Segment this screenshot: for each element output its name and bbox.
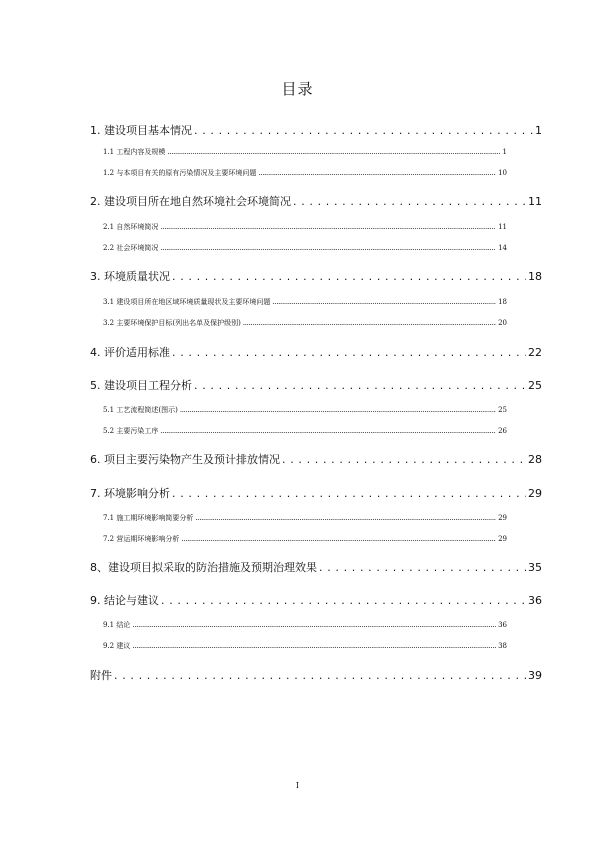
- toc-section-entry[interactable]: [103, 222, 507, 232]
- toc-chapter-entry[interactable]: [90, 559, 542, 575]
- toc-page-number: 14: [498, 244, 507, 252]
- toc-page-number: 25: [498, 406, 507, 414]
- toc-page-number: 18: [528, 270, 542, 283]
- toc-chapter-entry[interactable]: [90, 485, 542, 501]
- toc-entry-title: 附件: [90, 669, 112, 682]
- toc-chapter-entry[interactable]: [90, 268, 542, 284]
- toc-page-number: 38: [498, 642, 507, 650]
- toc-dot-leader: [282, 453, 526, 466]
- toc-dot-leader: [194, 379, 526, 392]
- toc-entry-title: 7. 环境影响分析: [90, 487, 170, 500]
- toc-section-entry[interactable]: [103, 641, 507, 651]
- toc-entry-title: 1. 建设项目基本情况: [90, 124, 192, 137]
- toc-entry-title: 7.2 营运期环境影响分析: [103, 535, 180, 543]
- toc-section-entry[interactable]: [103, 620, 507, 630]
- toc-entry-title: 6. 项目主要污染物产生及预计排放情况: [90, 453, 280, 466]
- toc-dot-leader: [181, 535, 496, 543]
- toc-page-number: 36: [498, 621, 507, 629]
- page-title: 目录: [281, 80, 314, 98]
- toc-page-number: 18: [498, 298, 507, 306]
- toc-page-number: 36: [528, 594, 542, 607]
- toc-chapter-entry[interactable]: [90, 344, 542, 360]
- toc-chapter-entry[interactable]: [90, 592, 542, 608]
- toc-section-entry[interactable]: [103, 318, 507, 328]
- toc-chapter-entry[interactable]: [90, 377, 542, 393]
- toc-chapter-entry[interactable]: [90, 122, 542, 138]
- toc-dot-leader: [160, 427, 496, 435]
- toc-entry-title: 2.2 社会环境简况: [103, 244, 159, 252]
- toc-entry-title: 2. 建设项目所在地自然环境社会环境简况: [90, 195, 291, 208]
- toc-dot-leader: [160, 223, 496, 231]
- toc-entry-title: 9.2 建议: [103, 642, 131, 650]
- toc-dot-leader: [319, 561, 526, 574]
- toc-entry-title: 5. 建设项目工程分析: [90, 379, 192, 392]
- toc-dot-leader: [172, 487, 526, 500]
- toc-entry-title: 3. 环境质量状况: [90, 270, 170, 283]
- toc-dot-leader: [195, 514, 496, 522]
- toc-dot-leader: [272, 298, 496, 306]
- toc-page-number: 25: [528, 379, 542, 392]
- toc-dot-leader: [172, 346, 526, 359]
- toc-page-number: 26: [498, 427, 507, 435]
- toc-section-entry[interactable]: [103, 405, 507, 415]
- toc-section-entry[interactable]: [103, 426, 507, 436]
- toc-entry-title: 7.1 施工期环境影响简要分析: [103, 514, 194, 522]
- toc-section-entry[interactable]: [103, 534, 507, 544]
- toc-page-number: 1: [535, 124, 542, 137]
- toc-page-number: 10: [498, 169, 507, 177]
- toc-section-entry[interactable]: [103, 513, 507, 523]
- toc-page-number: 29: [498, 535, 507, 543]
- toc-chapter-entry[interactable]: [90, 193, 542, 209]
- toc-dot-leader: [258, 169, 496, 177]
- toc-dot-leader: [293, 195, 526, 208]
- toc-dot-leader: [167, 148, 500, 156]
- toc-entry-title: 1.1 工程内容及规模: [103, 148, 166, 156]
- toc-entry-title: 3.1 建设项目所在地区域环境质量现状及主要环境问题: [103, 298, 271, 306]
- toc-page-number: 29: [498, 514, 507, 522]
- toc-page-number: 11: [528, 195, 542, 208]
- toc-entry-title: 2.1 自然环境简况: [103, 223, 159, 231]
- toc-dot-leader: [243, 319, 496, 327]
- toc-page-number: 39: [528, 669, 542, 682]
- toc-entry-title: 1.2 与本项目有关的原有污染情况及主要环境问题: [103, 169, 257, 177]
- toc-section-entry[interactable]: [103, 168, 507, 178]
- toc-entry-title: 8、建设项目拟采取的防治措施及预期治理效果: [90, 561, 317, 574]
- toc-dot-leader: [172, 270, 526, 283]
- toc-section-entry[interactable]: [103, 243, 507, 253]
- toc-dot-leader: [114, 669, 526, 682]
- toc-chapter-entry[interactable]: [90, 451, 542, 467]
- toc-page-number: 28: [528, 453, 542, 466]
- page-number: I: [295, 781, 300, 790]
- toc-page-number: 11: [498, 223, 507, 231]
- toc-page-number: 22: [528, 346, 542, 359]
- toc-dot-leader: [160, 244, 496, 252]
- toc-page-number: 20: [498, 319, 507, 327]
- toc-entry-title: 5.2 主要污染工序: [103, 427, 159, 435]
- toc-page-number: 35: [528, 561, 542, 574]
- toc-entry-title: 9.1 结论: [103, 621, 131, 629]
- toc-dot-leader: [180, 406, 496, 414]
- toc-page-number: 1: [502, 148, 507, 156]
- toc-dot-leader: [132, 642, 496, 650]
- toc-dot-leader: [161, 594, 526, 607]
- toc-section-entry[interactable]: [103, 147, 507, 157]
- toc-entry-title: 4. 评价适用标准: [90, 346, 170, 359]
- toc-entry-title: 9. 结论与建议: [90, 594, 159, 607]
- toc-page-number: 29: [528, 487, 542, 500]
- toc-entry-title: 3.2 主要环境保护目标(列出名单及保护级别): [103, 319, 241, 327]
- toc-dot-leader: [194, 124, 533, 137]
- toc-entry-title: 5.1 工艺流程简述(图示): [103, 406, 178, 414]
- toc-section-entry[interactable]: [103, 297, 507, 307]
- toc-chapter-entry[interactable]: [90, 667, 542, 683]
- toc-dot-leader: [132, 621, 496, 629]
